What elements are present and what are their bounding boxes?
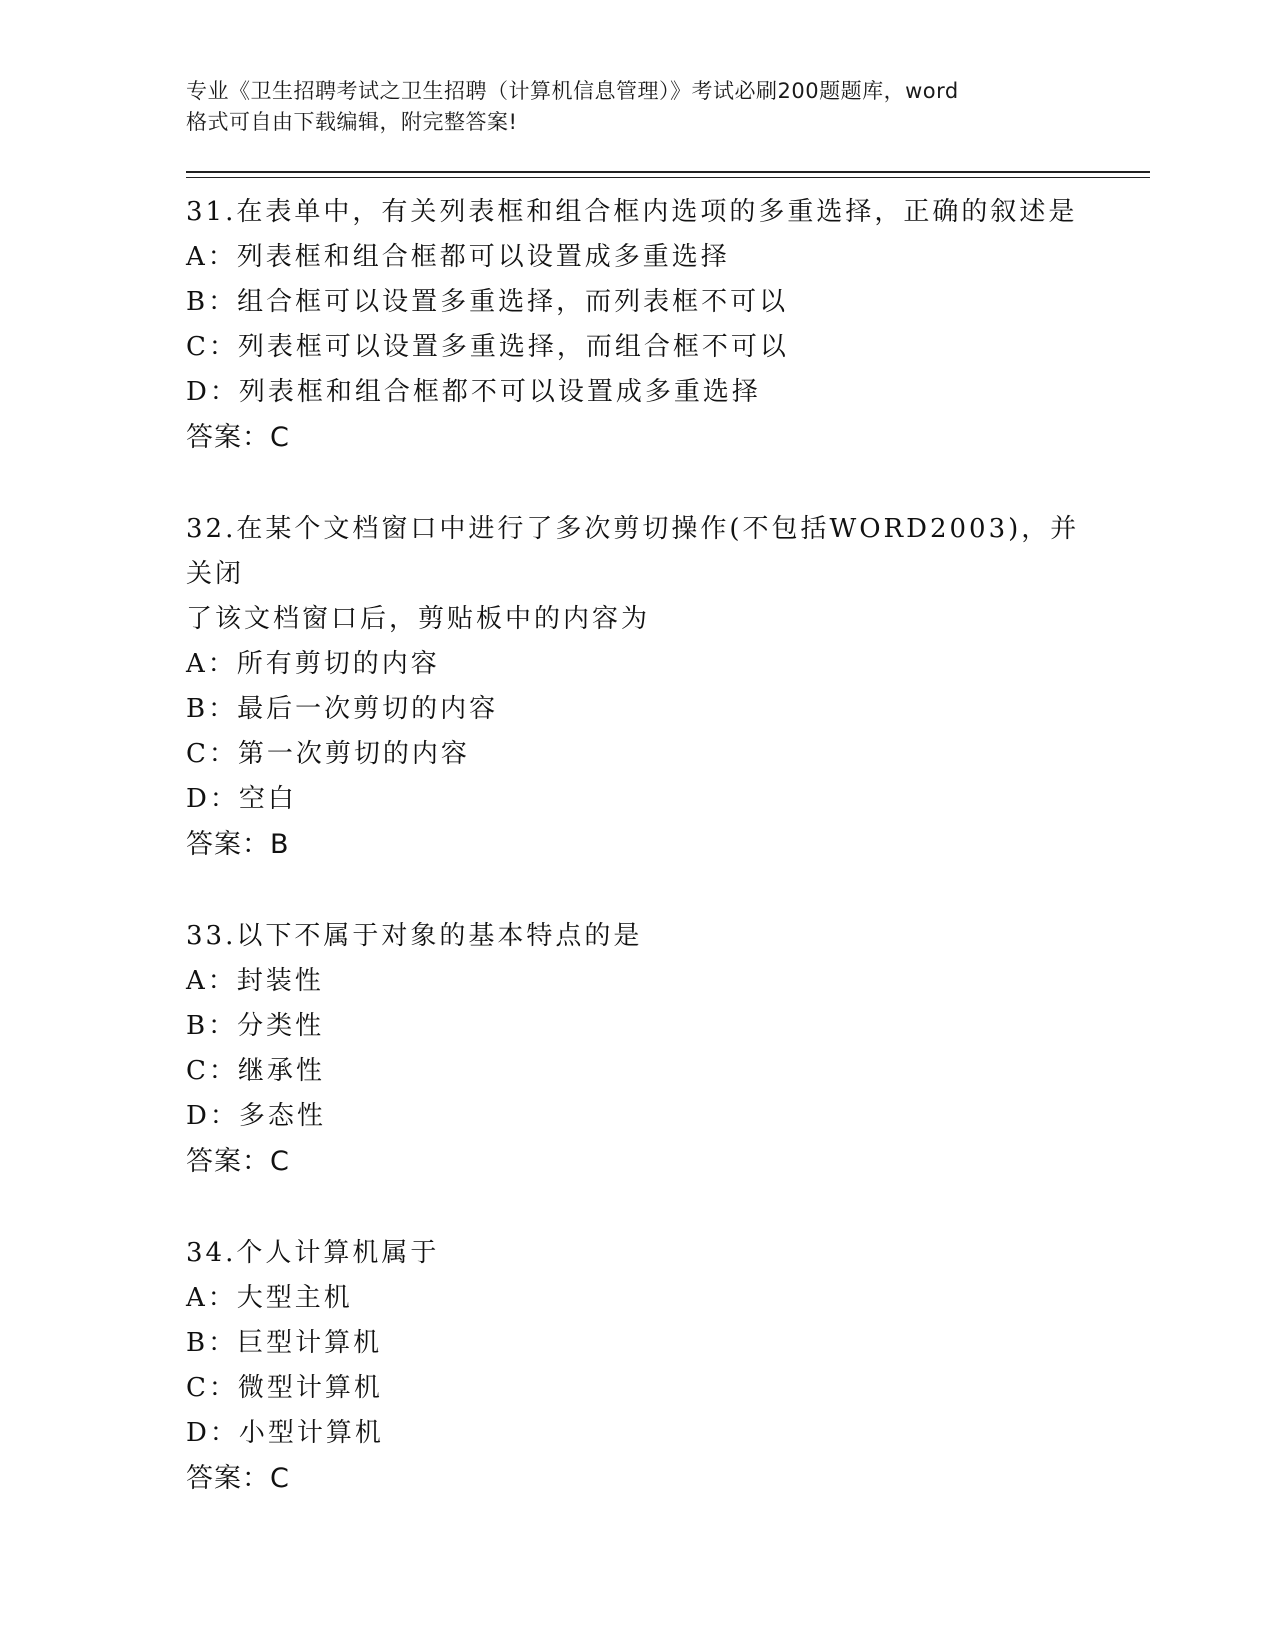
answer-line: 答案：C [186, 1146, 290, 1177]
option-b: B：最后一次剪切的内容 [186, 694, 499, 724]
header-divider-thin [186, 177, 1150, 178]
document-header [186, 76, 1086, 138]
answer-line: 答案：C [186, 1463, 290, 1494]
question-stem: 32.在某个文档窗口中进行了多次剪切操作(不包括WORD2003)，并关闭 [186, 514, 1080, 589]
option-a: A：列表框和组合框都可以设置成多重选择 [186, 242, 730, 272]
question-31 [186, 190, 1106, 461]
question-32 [186, 507, 1106, 868]
answer-line: 答案：B [186, 829, 290, 860]
header-line-1: 专业《卫生招聘考试之卫生招聘（计算机信息管理）》考试必刷200题题库，word [186, 79, 959, 103]
option-c: C：第一次剪切的内容 [186, 739, 470, 769]
option-b: B：巨型计算机 [186, 1328, 383, 1358]
option-c: C：微型计算机 [186, 1373, 383, 1403]
header-line-2: 格式可自由下载编辑，附完整答案! [186, 110, 518, 134]
question-stem: 33.以下不属于对象的基本特点的是 [186, 921, 643, 951]
header-divider-thick [186, 171, 1150, 173]
question-list [186, 190, 1106, 1548]
option-d: D：多态性 [186, 1101, 326, 1131]
question-stem: 31.在表单中，有关列表框和组合框内选项的多重选择，正确的叙述是 [186, 197, 1078, 227]
question-stem: 34.个人计算机属于 [186, 1238, 440, 1268]
option-a: A：大型主机 [186, 1283, 353, 1313]
option-b: B：分类性 [186, 1011, 325, 1041]
question-33 [186, 914, 1106, 1185]
option-c: C：继承性 [186, 1056, 325, 1086]
option-a: A：所有剪切的内容 [186, 649, 440, 679]
answer-line: 答案：C [186, 422, 290, 453]
option-a: A：封装性 [186, 966, 324, 996]
option-d: D：列表框和组合框都不可以设置成多重选择 [186, 377, 761, 407]
option-b: B：组合框可以设置多重选择，而列表框不可以 [186, 287, 789, 317]
option-c: C：列表框可以设置多重选择，而组合框不可以 [186, 332, 789, 362]
question-stem-continued: 了该文档窗口后，剪贴板中的内容为 [186, 604, 651, 634]
option-d: D：空白 [186, 784, 297, 814]
option-d: D：小型计算机 [186, 1418, 384, 1448]
question-34 [186, 1231, 1106, 1502]
